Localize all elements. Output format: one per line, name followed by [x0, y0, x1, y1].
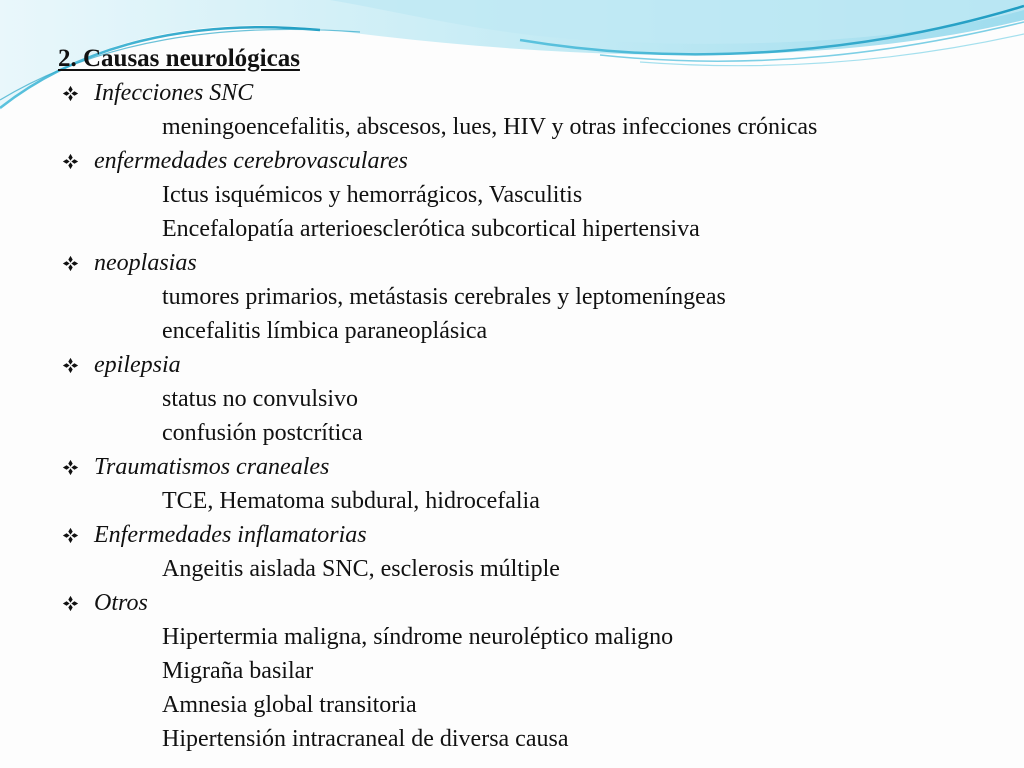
- diamond-bullet-icon: [58, 144, 82, 178]
- slide-title: 2. Causas neurológicas: [58, 45, 300, 72]
- category-list: [58, 76, 1008, 756]
- category-heading: [58, 450, 1008, 484]
- list-item: Hipertermia maligna, síndrome neuroléptico maligno: [162, 624, 674, 650]
- category-items: [58, 110, 1008, 144]
- list-item: Angeitis aislada SNC, esclerosis múltiple: [162, 556, 560, 582]
- category-label: neoplasias: [94, 250, 197, 276]
- list-item: encefalitis límbica paraneoplásica: [162, 318, 488, 344]
- list-item: status no convulsivo: [162, 386, 358, 412]
- category-heading: [58, 348, 1008, 382]
- category-heading: [58, 246, 1008, 280]
- list-item: Ictus isquémicos y hemorrágicos, Vasculitis: [162, 182, 583, 208]
- category-4: [58, 348, 1008, 450]
- category-heading: [58, 586, 1008, 620]
- diamond-bullet-icon: [58, 76, 82, 110]
- category-2: [58, 144, 1008, 246]
- slide-content: [58, 42, 1008, 756]
- category-1: [58, 76, 1008, 144]
- category-label: Infecciones SNC: [94, 80, 254, 106]
- category-items: [58, 280, 1008, 348]
- category-items: [58, 178, 1008, 246]
- category-7: [58, 586, 1008, 756]
- diamond-bullet-icon: [58, 586, 82, 620]
- list-item: Amnesia global transitoria: [162, 692, 417, 718]
- category-items: [58, 620, 1008, 756]
- diamond-bullet-icon: [58, 518, 82, 552]
- diamond-bullet-icon: [58, 246, 82, 280]
- category-heading: [58, 144, 1008, 178]
- list-item: Encefalopatía arterioesclerótica subcortical hipertensiva: [162, 216, 700, 242]
- diamond-bullet-icon: [58, 348, 82, 382]
- category-items: [58, 552, 1008, 586]
- category-3: [58, 246, 1008, 348]
- diamond-bullet-icon: [58, 450, 82, 484]
- list-item: confusión postcrítica: [162, 420, 363, 446]
- category-heading: [58, 76, 1008, 110]
- category-label: enfermedades cerebrovasculares: [94, 148, 408, 174]
- list-item: Hipertensión intracraneal de diversa causa: [162, 726, 569, 752]
- category-heading: [58, 518, 1008, 552]
- category-label: Enfermedades inflamatorias: [94, 522, 367, 548]
- category-6: [58, 518, 1008, 586]
- list-item: meningoencefalitis, abscesos, lues, HIV y otras infecciones crónicas: [162, 114, 818, 140]
- category-items: [58, 484, 1008, 518]
- category-5: [58, 450, 1008, 518]
- category-label: Otros: [94, 590, 148, 616]
- category-label: epilepsia: [94, 352, 181, 378]
- category-label: Traumatismos craneales: [94, 454, 330, 480]
- category-items: [58, 382, 1008, 450]
- list-item: tumores primarios, metástasis cerebrales y leptomeníngeas: [162, 284, 726, 310]
- list-item: Migraña basilar: [162, 658, 314, 684]
- list-item: TCE, Hematoma subdural, hidrocefalia: [162, 488, 540, 514]
